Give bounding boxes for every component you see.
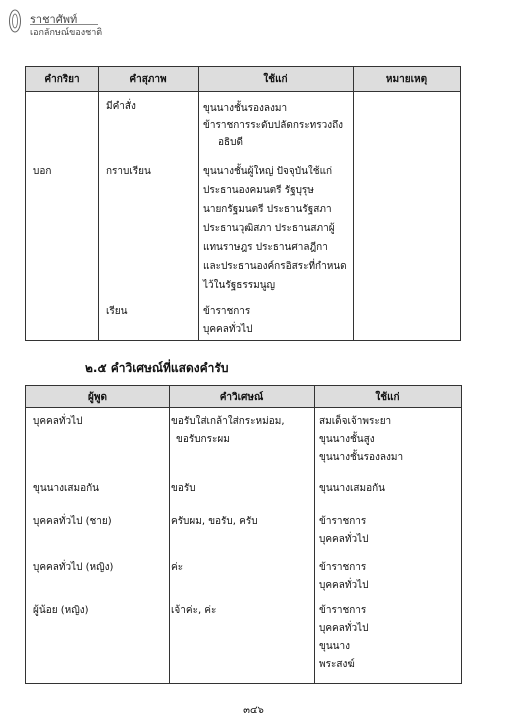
used-for-line: พระสงฆ์ — [319, 659, 355, 670]
column-divider — [314, 386, 315, 683]
adverb-table — [25, 385, 462, 684]
used-for-line: บุคคลทั่วไป — [319, 534, 369, 545]
adverb-line: ค่ะ — [171, 562, 184, 573]
section-title: ๒.๕ คำวิเศษณ์ที่แสดงคำรับ — [85, 361, 229, 375]
col-header-used-for: ใช้แก่ — [263, 74, 288, 85]
col-header-used-for: ใช้แก่ — [375, 392, 400, 403]
adverb-line: ครับผม, ขอรับ, ครับ — [171, 516, 258, 527]
adverb-line: ขอรับกระผม — [176, 434, 230, 445]
col-header-verb: คำกริยา — [44, 74, 80, 85]
used-for-line: ขุนนางชั้นสูง — [319, 434, 375, 445]
used-for-line: ข้าราชการ — [319, 605, 367, 616]
used-for-line: ขุนนางเสมอกัน — [319, 483, 386, 494]
speaker-cell: บุคคลทั่วไป — [33, 416, 83, 427]
used-for-line: นายกรัฐมนตรี ประธานรัฐสภา — [203, 204, 332, 215]
column-divider — [353, 67, 354, 340]
used-for-line: แทนราษฎร ประธานศาลฎีกา — [203, 242, 328, 253]
header-subtitle: เอกลักษณ์ของชาติ — [30, 28, 103, 38]
used-for-line: ข้าราชการ — [203, 306, 251, 317]
col-header-adverb: คำวิเศษณ์ — [219, 392, 264, 403]
used-for-line: สมเด็จเจ้าพระยา — [319, 416, 392, 427]
col-header-polite: คำสุภาพ — [129, 74, 167, 85]
emblem-icon — [8, 8, 22, 34]
verb-table-header — [26, 67, 460, 92]
col-header-speaker: ผู้พูด — [88, 392, 107, 403]
speaker-cell: ขุนนางเสมอกัน — [33, 483, 100, 494]
used-for-line: ขุนนาง — [319, 641, 351, 652]
speaker-cell: บุคคลทั่วไป (ชาย) — [33, 516, 112, 527]
adverb-line: ขอรับ — [171, 483, 196, 494]
used-for-line: บุคคลทั่วไป — [203, 324, 253, 335]
polite-word: กราบเรียน — [106, 166, 151, 177]
adverb-line: เจ้าค่ะ, ค่ะ — [171, 605, 217, 616]
used-for-line: ขุนนางชั้นรองลงมา — [203, 103, 288, 114]
adverb-table-header — [26, 386, 461, 408]
used-for-line: บุคคลทั่วไป — [319, 580, 369, 591]
polite-word: มีคำสั่ง — [106, 101, 136, 112]
used-for-line: และประธานองค์กรอิสระที่กำหนด — [203, 261, 347, 272]
used-for-line: ข้าราชการ — [319, 516, 367, 527]
column-divider — [98, 67, 99, 340]
verb-word: บอก — [33, 166, 52, 177]
used-for-line: บุคคลทั่วไป — [319, 623, 369, 634]
used-for-line: ประธานวุฒิสภา ประธานสภาผู้ — [203, 223, 335, 234]
speaker-cell: บุคคลทั่วไป (หญิง) — [33, 562, 114, 573]
used-for-line: ข้าราชการระดับปลัดกระทรวงถึง — [203, 120, 344, 131]
adverb-line: ขอรับใส่เกล้าใส่กระหม่อม, — [171, 416, 285, 427]
speaker-cell: ผู้น้อย (หญิง) — [33, 605, 89, 616]
column-divider — [169, 386, 170, 683]
header-title: ราชาศัพท์ — [30, 13, 78, 26]
used-for-line: ประธานองคมนตรี รัฐบุรุษ — [203, 185, 314, 196]
verb-table — [25, 66, 461, 341]
used-for-line: ไว้ในรัฐธรรมนูญ — [203, 280, 276, 291]
col-header-note: หมายเหตุ — [385, 74, 428, 85]
used-for-line: ขุนนางชั้นรองลงมา — [319, 452, 404, 463]
used-for-line: ขุนนางชั้นผู้ใหญ่ ปัจจุบันใช้แก่ — [203, 166, 333, 177]
polite-word: เรียน — [106, 306, 128, 317]
used-for-line: อธิบดี — [218, 137, 243, 148]
page-number: ๓๔๖ — [243, 705, 264, 716]
used-for-line: ข้าราชการ — [319, 562, 367, 573]
column-divider — [198, 67, 199, 340]
